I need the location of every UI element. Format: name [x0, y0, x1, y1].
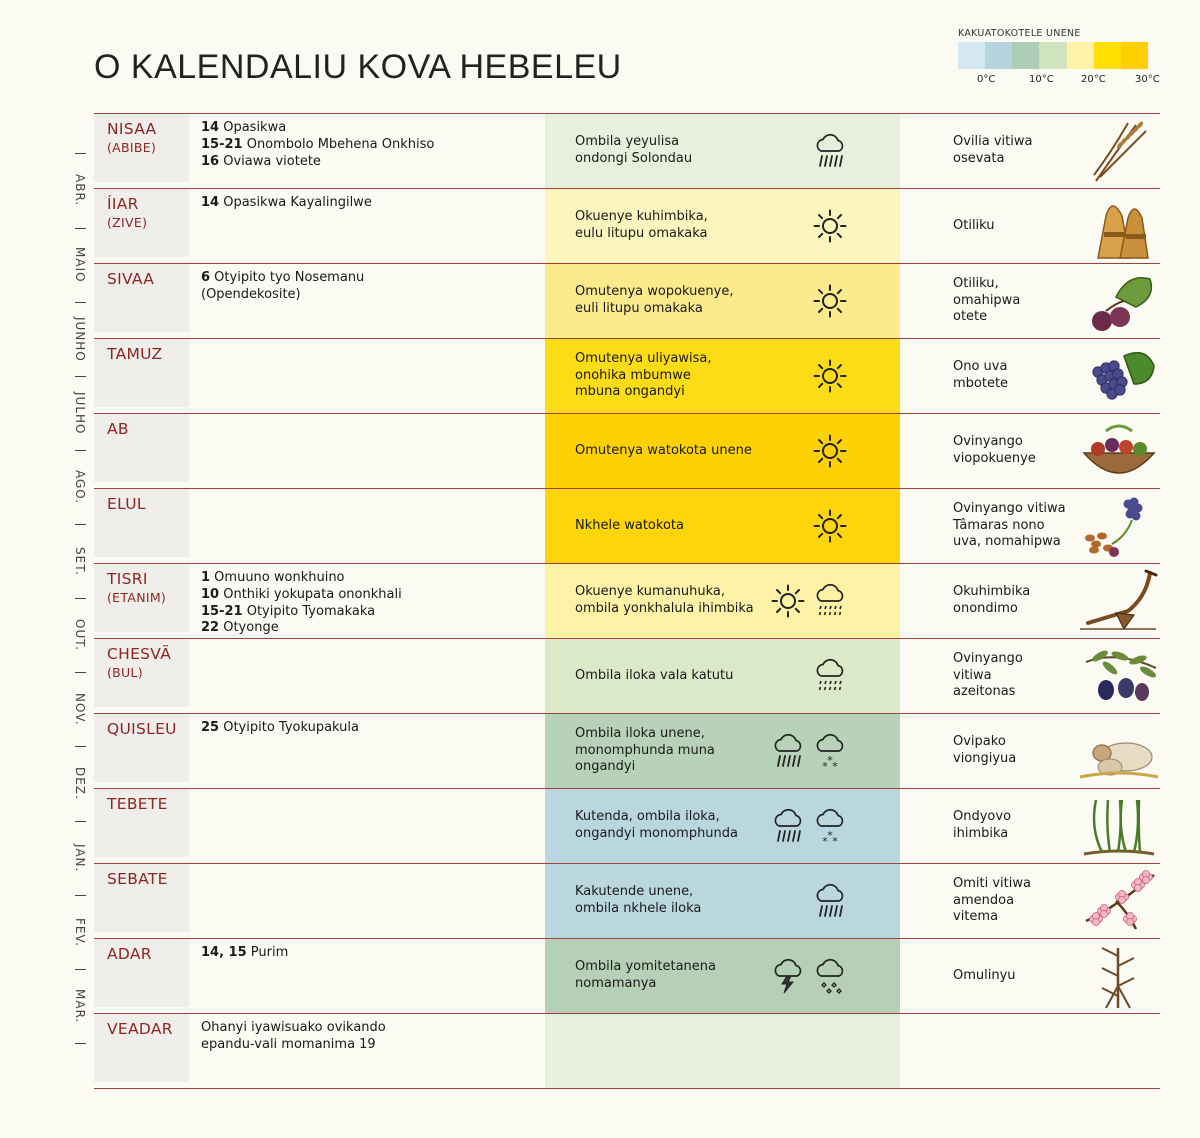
calendar-row — [94, 263, 1160, 338]
axis-tick — [75, 598, 86, 599]
gregorian-month-label: NOV. — [73, 692, 87, 726]
gregorian-month-label: JUNHO — [73, 316, 87, 362]
almond-blossom-icon — [1076, 867, 1162, 935]
axis-tick — [75, 1043, 86, 1044]
fruit-basket-icon — [1076, 417, 1162, 485]
weather-band — [545, 189, 900, 263]
month-name: SEBATE — [107, 870, 168, 888]
sun-icon — [812, 204, 848, 248]
svg-text:*: * — [827, 754, 833, 767]
weather-description: Kutenda, ombila iloka, ongandyi monomphunda — [575, 809, 739, 841]
calendar-table — [94, 113, 1160, 1089]
month-cell — [94, 939, 189, 1007]
crop-description: Ovipako viongiyua — [953, 734, 1017, 766]
crop-description: Okuhimbika onondimo — [953, 584, 1031, 616]
dates-grapes-icon — [1076, 492, 1162, 560]
festival-list — [201, 270, 364, 304]
crop-description: Ondyovo ihimbika — [953, 809, 1012, 841]
festival-item: 16 Oviawa viotete — [201, 153, 321, 169]
weather-description: Omutenya wopokuenye, euli litupu omakaka — [575, 284, 734, 316]
month-cell — [94, 789, 189, 857]
legend-swatch — [1094, 42, 1121, 69]
weather-band — [545, 864, 900, 938]
flax-icon — [1076, 942, 1162, 1010]
weather-description: Ombila yomitetanena nomamanya — [575, 959, 716, 991]
weather-description: Nkhele watokota — [575, 517, 684, 533]
crop-description: Otiliku, omahipwa otete — [953, 275, 1021, 325]
month-cell — [94, 189, 189, 257]
barley-icon — [1076, 117, 1162, 185]
rain-icon — [770, 729, 806, 773]
weather-description: Ombila yeyulisa ondongi Solondau — [575, 134, 693, 166]
axis-tick — [75, 821, 86, 822]
calendar-row — [94, 788, 1160, 863]
axis-tick — [75, 228, 86, 229]
month-cell — [94, 489, 189, 557]
festival-item: 15-21 Onombolo Mbehena Onkhiso — [201, 136, 435, 152]
weather-band — [545, 939, 900, 1013]
festival-item: Ohanyi iyawisuako ovikando — [201, 1020, 386, 1035]
sun-icon — [812, 504, 848, 548]
festival-list — [201, 120, 434, 170]
axis-tick — [75, 376, 86, 377]
month-name: CHESVÃ — [107, 645, 172, 663]
sun-icon — [770, 579, 806, 623]
legend-swatch — [1067, 42, 1094, 69]
weather-band — [545, 789, 900, 863]
legend-swatch — [958, 42, 985, 69]
gregorian-month-label: JAN. — [73, 843, 87, 873]
gregorian-month-label: OUT. — [73, 619, 87, 651]
festival-list — [201, 945, 288, 962]
weather-band — [545, 414, 900, 488]
month-name: VEADAR — [107, 1020, 173, 1038]
calendar-row — [94, 563, 1160, 638]
month-name: ELUL — [107, 495, 146, 513]
sun-icon — [812, 279, 848, 323]
calendar-row — [94, 863, 1160, 938]
snow-icon — [812, 804, 848, 848]
month-name: AB — [107, 420, 129, 438]
axis-tick — [75, 672, 86, 673]
month-name: TISRI — [107, 570, 148, 588]
sprouts-icon — [1076, 792, 1162, 860]
month-name: SIVAA — [107, 270, 155, 288]
month-name: TAMUZ — [107, 345, 163, 363]
festival-item: 25 Otyipito Tyokupakula — [201, 720, 360, 735]
festival-item: 1 Omuuno wonkhuino — [201, 570, 345, 585]
calendar-row — [94, 113, 1160, 188]
svg-text:*: * — [832, 835, 838, 848]
festival-list — [201, 720, 359, 737]
olives-icon — [1076, 642, 1162, 710]
festival-item: 14 Opasikwa Kayalingilwe — [201, 195, 372, 210]
gregorian-month-label: DEZ. — [73, 767, 87, 800]
festival-item: 14, 15 Purim — [201, 945, 289, 960]
legend-swatch — [985, 42, 1012, 69]
gregorian-month-label: AGO. — [73, 469, 87, 505]
hail-icon — [812, 954, 848, 998]
calendar-row — [94, 338, 1160, 413]
gregorian-month-label: MAIO — [73, 247, 87, 283]
crop-description: Ovinyango vitiwa azeitonas — [953, 650, 1023, 700]
weather-band — [545, 339, 900, 413]
gregorian-month-label: FEV. — [73, 917, 87, 947]
weather-band — [545, 564, 900, 638]
weather-band — [545, 714, 900, 788]
axis-tick — [75, 895, 86, 896]
calendar-row — [94, 188, 1160, 263]
month-cell — [94, 264, 189, 332]
month-alt-name: (BUL) — [107, 665, 143, 680]
crop-description: Otiliku — [953, 217, 995, 233]
month-cell — [94, 639, 189, 707]
sun-icon — [812, 429, 848, 473]
svg-text:*: * — [822, 760, 828, 773]
gregorian-month-label: SET. — [73, 546, 87, 576]
month-alt-name: (ETANIM) — [107, 590, 167, 605]
legend-swatch — [1039, 42, 1066, 69]
svg-text:*: * — [832, 760, 838, 773]
svg-text:*: * — [827, 829, 833, 842]
crop-description: Omiti vitiwa amendoa vitema — [953, 875, 1031, 925]
weather-band — [545, 114, 900, 188]
gregorian-month-label: MAR. — [73, 988, 87, 1024]
month-name: ADAR — [107, 945, 152, 963]
month-name: NISAA — [107, 120, 157, 138]
wheat-sheaf-icon — [1076, 192, 1162, 260]
festival-list — [201, 570, 402, 637]
weather-band — [545, 639, 900, 713]
month-cell — [94, 1014, 189, 1082]
month-cell — [94, 864, 189, 932]
weather-description: Omutenya uliyawisa, onohika mbumwe mbuna ongandyi — [575, 350, 712, 400]
weather-description: Okuenye kumanuhuka, ombila yonkhalula ihimbika — [575, 584, 754, 616]
weather-description: Omutenya watokota unene — [575, 442, 752, 458]
legend-color-scale — [958, 42, 1148, 69]
rain-icon — [812, 879, 848, 923]
festival-item: 6 Otyipito tyo Nosemanu — [201, 270, 365, 285]
month-name: TEBETE — [107, 795, 168, 813]
crop-description: Omulinyu — [953, 967, 1016, 983]
axis-tick — [75, 302, 86, 303]
legend-tick-label: 30°C — [1135, 74, 1160, 85]
axis-tick — [75, 746, 86, 747]
axis-tick — [75, 450, 86, 451]
weather-description: Ombila iloka unene, monomphunda muna ongandyi — [575, 725, 715, 775]
rain-icon — [812, 129, 848, 173]
festival-list — [201, 1020, 386, 1054]
festival-item: 22 Otyonge — [201, 620, 279, 636]
axis-tick — [75, 524, 86, 525]
storm-icon — [770, 954, 806, 998]
calendar-row — [94, 938, 1160, 1013]
plow-icon — [1076, 567, 1162, 635]
legend-swatch — [1121, 42, 1148, 69]
calendar-row — [94, 413, 1160, 488]
calendar-row — [94, 638, 1160, 713]
legend-tick-label: 10°C — [1029, 74, 1054, 85]
legend-ticks — [958, 74, 1168, 90]
festival-item: 15-21 Otyipito Tyomakaka — [201, 603, 376, 619]
temperature-legend — [958, 28, 1168, 90]
month-cell — [94, 714, 189, 782]
weather-band — [545, 1014, 900, 1088]
festival-item: (Opendekosite) — [201, 286, 301, 302]
fig-icon — [1076, 267, 1162, 335]
axis-tick — [75, 153, 86, 154]
gregorian-month-label: JULHO — [73, 391, 87, 435]
legend-title: KAKUATOKOTELE UNENE — [958, 28, 1081, 39]
grapes-icon — [1076, 342, 1162, 410]
legend-swatch — [1012, 42, 1039, 69]
weather-description: Okuenye kuhimbika, eulu litupu omakaka — [575, 209, 708, 241]
month-name: ÍIAR — [107, 195, 139, 213]
weather-band — [545, 489, 900, 563]
axis-tick — [75, 969, 86, 970]
legend-tick-label: 20°C — [1081, 74, 1106, 85]
month-cell — [94, 339, 189, 407]
snow-icon — [812, 729, 848, 773]
sun-icon — [812, 354, 848, 398]
legend-tick-label: 0°C — [977, 74, 996, 85]
svg-text:*: * — [822, 835, 828, 848]
drizzle-icon — [812, 579, 848, 623]
weather-description: Ombila iloka vala katutu — [575, 667, 734, 683]
crop-description: Ovilia vitiwa osevata — [953, 134, 1033, 166]
crop-description: Ovinyango vitiwa Tâmaras nono uva, nomahipwa — [953, 500, 1066, 550]
calendar-row — [94, 713, 1160, 788]
month-cell — [94, 114, 189, 182]
month-alt-name: (ZIVE) — [107, 215, 148, 230]
rain-icon — [770, 804, 806, 848]
month-alt-name: (ABIBE) — [107, 140, 157, 155]
calendar-row — [94, 488, 1160, 563]
gregorian-month-label: ABR. — [73, 174, 87, 207]
sheep-icon — [1076, 717, 1162, 785]
festival-item: epandu-vali momanima 19 — [201, 1036, 376, 1052]
month-cell — [94, 414, 189, 482]
month-name: QUISLEU — [107, 720, 177, 738]
festival-item: 14 Opasikwa — [201, 120, 287, 135]
weather-band — [545, 264, 900, 338]
festival-list — [201, 195, 372, 212]
weather-description: Kakutende unene, ombila nkhele iloka — [575, 884, 702, 916]
festival-item: 10 Onthiki yokupata ononkhali — [201, 586, 402, 602]
crop-description: Ovinyango viopokuenye — [953, 434, 1036, 466]
calendar-row — [94, 1013, 1160, 1089]
drizzle-icon — [812, 654, 848, 698]
page-title: O KALENDALIU KOVA HEBELEU — [94, 48, 622, 86]
month-cell — [94, 564, 189, 632]
crop-description: Ono uva mbotete — [953, 359, 1009, 391]
